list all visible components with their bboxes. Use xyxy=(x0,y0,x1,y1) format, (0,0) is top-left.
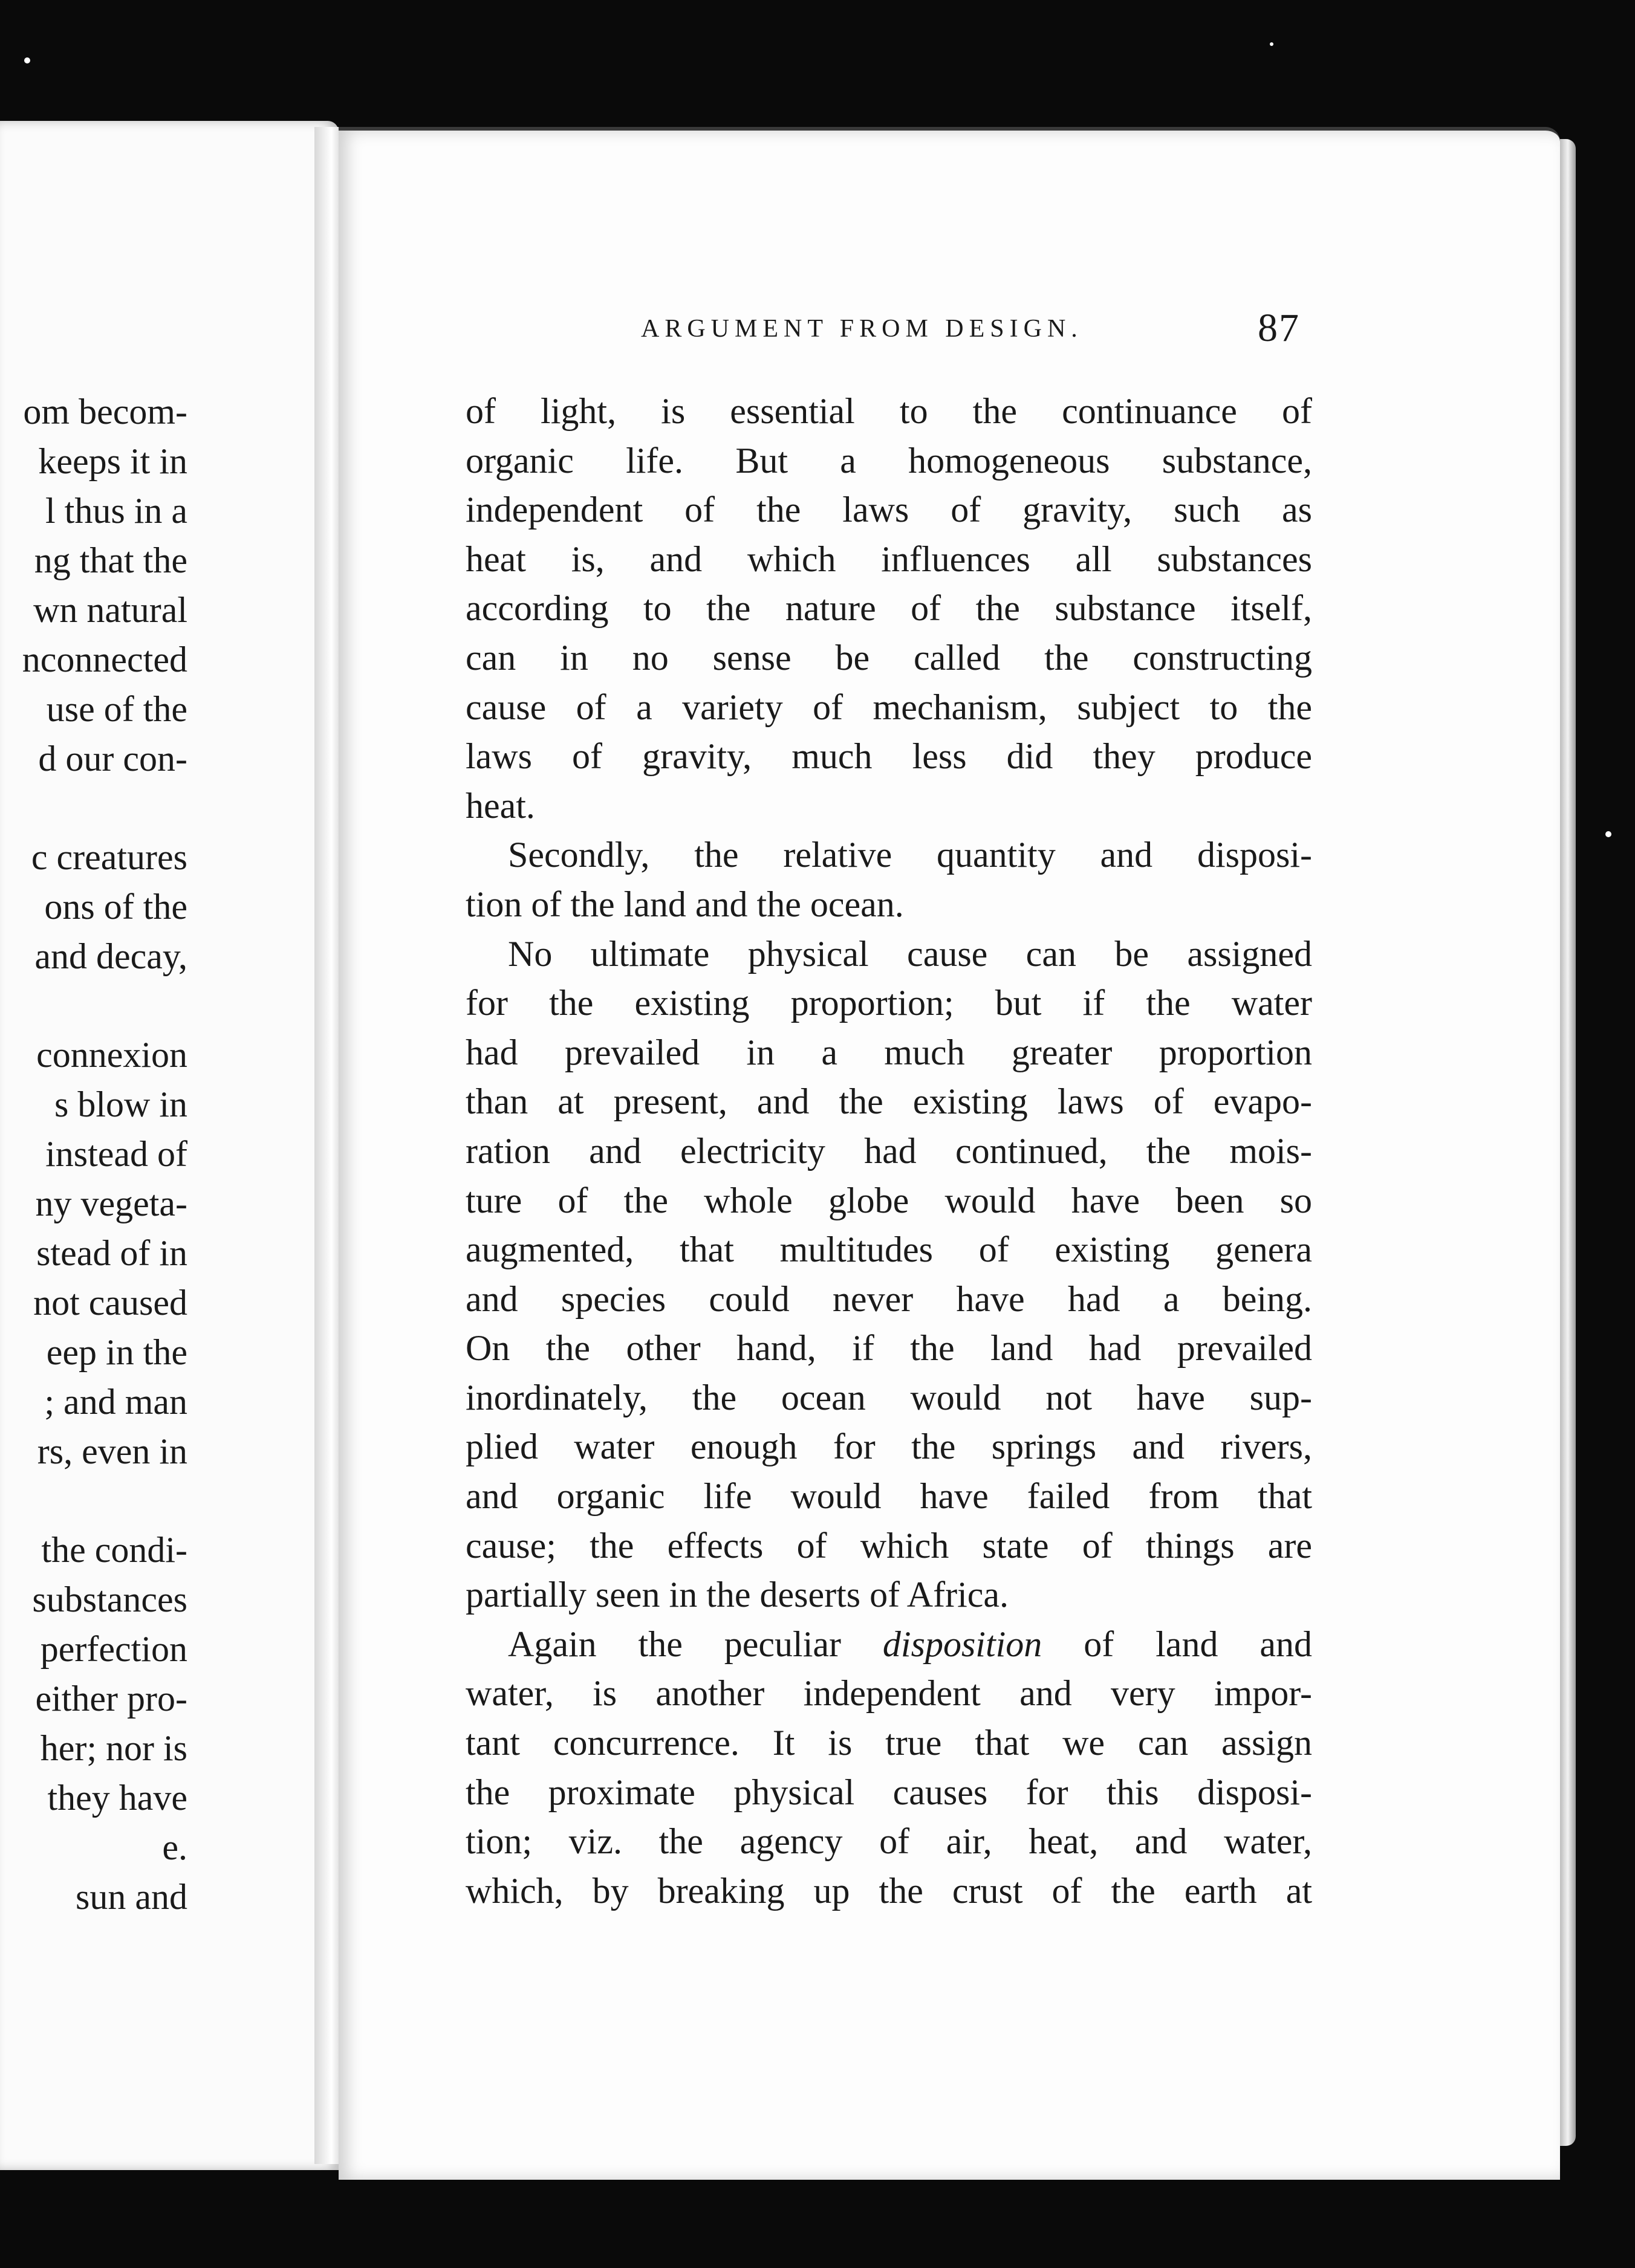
text-line: for the existing proportion; but if the water xyxy=(466,983,1312,1023)
text-line: ration and electricity had continued, the mois- xyxy=(466,1130,1312,1171)
left-page-line: s blow in xyxy=(54,1084,187,1124)
left-page-line: ny vegeta- xyxy=(35,1184,187,1223)
text-line: On the other hand, if the land had prevailed xyxy=(466,1328,1312,1369)
text-line: augmented, that multitudes of existing genera xyxy=(466,1230,1312,1270)
left-page-line: c creatures xyxy=(31,837,187,877)
text-line: which, by breaking up the crust of the earth at xyxy=(466,1870,1312,1911)
text-line: organic life. But a homogeneous substance, xyxy=(466,440,1312,481)
running-head: ARGUMENT FROM DESIGN. xyxy=(641,315,1083,343)
text-line: Secondly, the relative quantity and disposi- xyxy=(508,835,1312,875)
text-line: plied water enough for the springs and rivers, xyxy=(466,1427,1312,1467)
left-page-line: they have xyxy=(47,1778,187,1818)
body-text xyxy=(466,387,1312,1916)
page-edge xyxy=(1560,139,1576,2146)
left-page-line: sun and xyxy=(76,1877,187,1917)
text-run: of land and xyxy=(1042,1624,1312,1664)
text-line: and organic life would have failed from that xyxy=(466,1476,1312,1517)
left-page-line: e. xyxy=(162,1827,187,1867)
left-page-line: connexion xyxy=(36,1035,187,1075)
text-line: tion; viz. the agency of air, heat, and water, xyxy=(466,1821,1312,1862)
text-line: can in no sense be called the constructing xyxy=(466,637,1312,678)
left-page-line: d our con- xyxy=(38,739,187,779)
left-page-line: use of the xyxy=(46,689,187,729)
left-page-line: the condi- xyxy=(41,1530,187,1570)
text-line: laws of gravity, much less did they produce xyxy=(466,736,1312,777)
left-page-line: eep in the xyxy=(46,1332,187,1372)
text-line: according to the nature of the substance itself, xyxy=(466,588,1312,629)
text-line: independent of the laws of gravity, such as xyxy=(466,490,1312,530)
left-page-line: her; nor is xyxy=(40,1728,187,1768)
left-page-line: om becom- xyxy=(23,392,187,432)
text-line: than at present, and the existing laws of evapo- xyxy=(466,1081,1312,1122)
left-page-line: perfection xyxy=(40,1629,187,1669)
left-page-line: keeps it in xyxy=(38,441,187,481)
left-page-line: ng that the xyxy=(34,540,187,580)
left-page-line: nconnected xyxy=(22,640,187,679)
left-page-line: rs, even in xyxy=(37,1431,187,1471)
text-line: had prevailed in a much greater proportion xyxy=(466,1032,1312,1072)
left-page-line: either pro- xyxy=(35,1679,187,1719)
left-page-line: wn natural xyxy=(33,590,187,630)
italic-word: disposition xyxy=(882,1624,1042,1664)
text-line xyxy=(466,1620,1312,1670)
text-line: tion of the land and the ocean. xyxy=(466,884,904,924)
text-line: cause; the effects of which state of things are xyxy=(466,1525,1312,1566)
text-line: cause of a variety of mechanism, subject to the xyxy=(466,687,1312,727)
text-line: the proximate physical causes for this disposi- xyxy=(466,1772,1312,1812)
text-line: No ultimate physical cause can be assigned xyxy=(508,933,1312,974)
left-page-line: instead of xyxy=(45,1134,187,1174)
page-number: 87 xyxy=(1258,306,1300,350)
text-line: of light, is essential to the continuance of xyxy=(466,391,1312,431)
left-page-line: stead of in xyxy=(36,1233,187,1273)
text-line: inordinately, the ocean would not have sup- xyxy=(466,1377,1312,1418)
text-line: heat is, and which influences all substances xyxy=(466,539,1312,579)
text-line: water, is another independent and very impor- xyxy=(466,1673,1312,1714)
text-line: tant concurrence. It is true that we can assign xyxy=(466,1723,1312,1763)
text-line: ture of the whole globe would have been so xyxy=(466,1180,1312,1220)
text-line: partially seen in the deserts of Africa. xyxy=(466,1575,1009,1615)
left-page-line: ; and man xyxy=(44,1382,187,1422)
left-page xyxy=(0,121,339,2170)
text-run: Again the peculiar xyxy=(508,1624,883,1664)
left-page-line: l thus in a xyxy=(45,491,187,531)
left-page-line: substances xyxy=(32,1580,187,1619)
text-line: heat. xyxy=(466,785,535,826)
text-line: and species could never have had a being. xyxy=(466,1278,1312,1319)
left-page-line: not caused xyxy=(33,1283,187,1323)
left-page-line: and decay, xyxy=(34,936,187,976)
left-page-line: ons of the xyxy=(44,887,187,927)
